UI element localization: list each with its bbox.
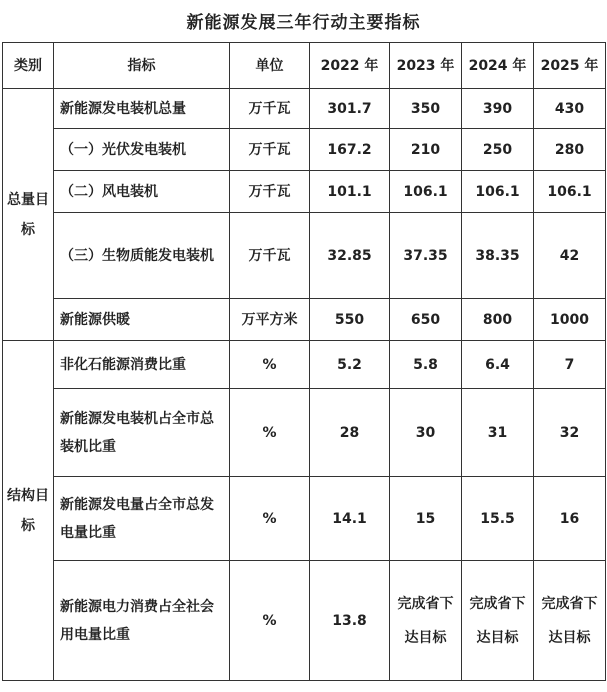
indicator-name: 新能源电力消费占全社会用电量比重 — [54, 561, 230, 681]
value-2025: 16 — [534, 477, 606, 561]
indicator-unit: 万平方米 — [230, 299, 310, 341]
value-2023: 650 — [390, 299, 462, 341]
value-2024: 15.5 — [462, 477, 534, 561]
table-title: 新能源发展三年行动主要指标 — [186, 13, 421, 33]
header-2023: 2023 年 — [390, 43, 462, 89]
value-2023: 完成省下达目标 — [390, 561, 462, 681]
table-row — [3, 299, 606, 341]
table-row — [3, 129, 606, 171]
header-unit: 单位 — [230, 43, 310, 89]
value-2025: 1000 — [534, 299, 606, 341]
indicator-unit: % — [230, 561, 310, 681]
indicator-name: （一）光伏发电装机 — [54, 129, 230, 171]
value-2022: 550 — [310, 299, 390, 341]
category-total-target: 总量目标 — [3, 89, 54, 341]
value-2024: 250 — [462, 129, 534, 171]
value-2023: 5.8 — [390, 341, 462, 389]
indicator-name: （二）风电装机 — [54, 171, 230, 213]
table-row — [3, 389, 606, 477]
category-structure-target: 结构目标 — [3, 341, 54, 681]
indicator-unit: 万千瓦 — [230, 129, 310, 171]
header-2025: 2025 年 — [534, 43, 606, 89]
indicator-unit: % — [230, 341, 310, 389]
indicator-unit: 万千瓦 — [230, 171, 310, 213]
value-2024: 6.4 — [462, 341, 534, 389]
table-row — [3, 477, 606, 561]
table-row — [3, 89, 606, 129]
value-2024: 31 — [462, 389, 534, 477]
value-2024: 完成省下达目标 — [462, 561, 534, 681]
value-2023: 30 — [390, 389, 462, 477]
value-2025: 32 — [534, 389, 606, 477]
value-2025: 280 — [534, 129, 606, 171]
value-2022: 13.8 — [310, 561, 390, 681]
value-2024: 800 — [462, 299, 534, 341]
indicator-unit: 万千瓦 — [230, 213, 310, 299]
table-row — [3, 341, 606, 389]
value-2025: 42 — [534, 213, 606, 299]
indicator-name: 新能源供暖 — [54, 299, 230, 341]
value-2022: 101.1 — [310, 171, 390, 213]
value-2024: 390 — [462, 89, 534, 129]
table-row — [3, 561, 606, 681]
indicator-name: 新能源发电装机占全市总装机比重 — [54, 389, 230, 477]
value-2025: 430 — [534, 89, 606, 129]
value-2022: 14.1 — [310, 477, 390, 561]
indicator-unit: 万千瓦 — [230, 89, 310, 129]
value-2024: 38.35 — [462, 213, 534, 299]
value-2022: 5.2 — [310, 341, 390, 389]
table-row — [3, 213, 606, 299]
header-row — [3, 43, 606, 89]
value-2023: 210 — [390, 129, 462, 171]
value-2025: 完成省下达目标 — [534, 561, 606, 681]
value-2024: 106.1 — [462, 171, 534, 213]
value-2025: 7 — [534, 341, 606, 389]
value-2022: 167.2 — [310, 129, 390, 171]
indicator-unit: % — [230, 477, 310, 561]
value-2023: 15 — [390, 477, 462, 561]
header-2024: 2024 年 — [462, 43, 534, 89]
header-category: 类别 — [3, 43, 54, 89]
table-row — [3, 171, 606, 213]
value-2023: 37.35 — [390, 213, 462, 299]
value-2022: 28 — [310, 389, 390, 477]
indicator-unit: % — [230, 389, 310, 477]
indicator-name: （三）生物质能发电装机 — [54, 213, 230, 299]
value-2023: 350 — [390, 89, 462, 129]
indicator-name: 非化石能源消费比重 — [54, 341, 230, 389]
value-2022: 301.7 — [310, 89, 390, 129]
header-indicator: 指标 — [54, 43, 230, 89]
value-2023: 106.1 — [390, 171, 462, 213]
indicators-table — [2, 42, 606, 681]
header-2022: 2022 年 — [310, 43, 390, 89]
value-2025: 106.1 — [534, 171, 606, 213]
value-2022: 32.85 — [310, 213, 390, 299]
indicator-name: 新能源发电量占全市总发电量比重 — [54, 477, 230, 561]
indicator-name: 新能源发电装机总量 — [54, 89, 230, 129]
